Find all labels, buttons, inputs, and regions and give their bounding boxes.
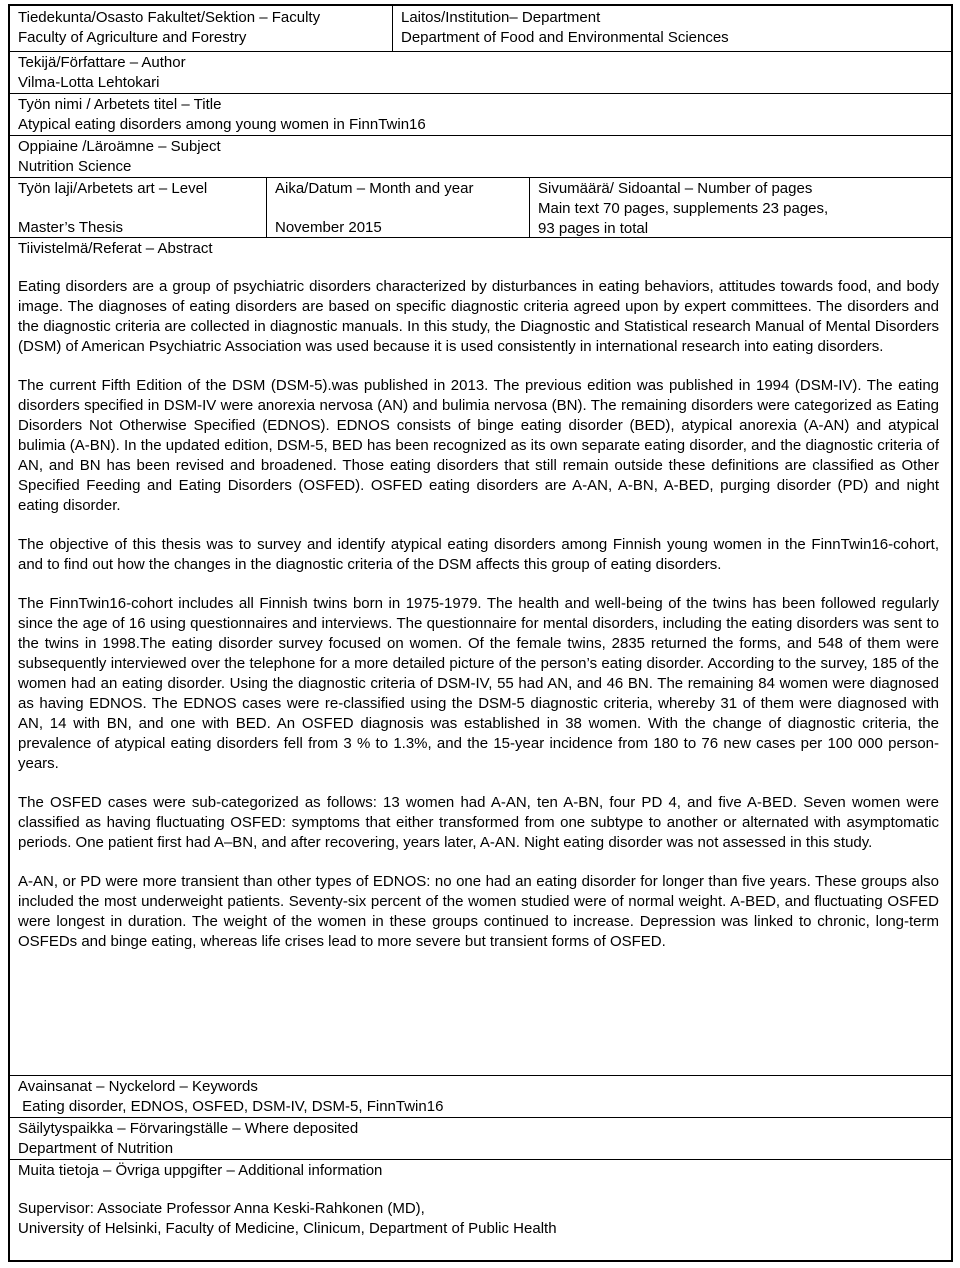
additional-label: Muita tietoja – Övriga uppgifter – Additional information	[18, 1162, 383, 1179]
date-value: November 2015	[275, 219, 382, 236]
level-date-pages-row	[10, 177, 951, 238]
author-cell	[10, 51, 951, 93]
abstract-row	[10, 237, 951, 1076]
abstract-paragraph-3: The objective of this thesis was to survey and identify atypical eating disorders among Finnish young women in the FinnTwin16-cohort, and to find out how the changes in the diagnostic criteria of the DSM affects this group of eating disorders.	[18, 536, 939, 573]
author-row	[10, 51, 951, 94]
abstract-label: Tiivistelmä/Referat – Abstract	[18, 240, 213, 257]
subject-row	[10, 135, 951, 178]
faculty-department-row	[10, 6, 951, 52]
date-label: Aika/Datum – Month and year	[275, 180, 474, 197]
department-label: Laitos/Institution– Department	[401, 9, 601, 26]
subject-cell	[10, 135, 951, 177]
abstract-paragraph-1: Eating disorders are a group of psychiatric disorders characterized by disturbances in eating behaviors, attitudes towards food, and body image. The diagnoses of eating disorders are based on specific diagnostic criteria agreed upon by expert committees. The disorders and the diagnostic criteria are collected in diagnostic manuals. In this study, the Diagnostic and Statistical research Manual of Mental Disorders (DSM) of American Psychiatric Association was used because it is used consistently in international research into eating disorders.	[18, 278, 939, 355]
abstract-paragraph-4: The FinnTwin16-cohort includes all Finnish twins born in 1975-1979. The health and well-being of the twins has been followed regularly since the age of 16 using questionnaires and interviews. The questionnaire for mental disorders, including the eating disorders was sent to the twins in 1998.The eating disorder survey focused on women. Of the female twins, 2835 returned the forms, and 548 of them were subsequently interviewed over the telephone for a more detailed picture of the person’s eating disorder. According to the survey, 185 of the women had an eating disorder. Using the diagnostic criteria of DSM-IV, 55 had AN, and 46 BN. The remaining 84 women were diagnosed as having EDNOS. The EDNOS cases were re-classified using the DSM-5 diagnostic criteria, whereby 31 of them were diagnosed with AN, 14 with BN, and one with BED. An OSFED diagnosis was established in 38 women. With the change of diagnostic criteria, the prevalence of atypical eating disorders fell from 3 % to 1.3%, and the 15-year incidence from 180 to 76 new cases per 100 000 person-years.	[18, 595, 939, 772]
keywords-cell	[10, 1075, 951, 1117]
deposited-row	[10, 1117, 951, 1160]
abstract-form	[8, 4, 953, 1262]
supervisor-line-2: University of Helsinki, Faculty of Medicine, Clinicum, Department of Public Health	[18, 1220, 557, 1237]
title-cell	[10, 93, 951, 135]
pages-value-1: Main text 70 pages, supplements 23 pages,	[538, 200, 829, 217]
title-value: Atypical eating disorders among young women in FinnTwin16	[18, 116, 426, 133]
pages-label: Sivumäärä/ Sidoantal – Number of pages	[538, 180, 813, 197]
abstract-paragraph-5: The OSFED cases were sub-categorized as follows: 13 women had A-AN, ten A-BN, four PD 4, and five A-BED. Seven women were classified as having fluctuating OSFED: symptoms that either transformed from one subtype to another or alternated with asymptomatic periods. One patient first had A–BN, and after recovering, years later, A-AN. Night eating disorder was not assessed in this study.	[18, 794, 939, 851]
faculty-value: Faculty of Agriculture and Forestry	[18, 29, 247, 46]
department-value: Department of Food and Environmental Sciences	[401, 29, 729, 46]
level-label: Työn laji/Arbetets art – Level	[18, 180, 208, 197]
pages-value-2: 93 pages in total	[538, 220, 649, 237]
deposited-label: Säilytyspaikka – Förvaringställe – Where deposited	[18, 1120, 359, 1137]
faculty-label: Tiedekunta/Osasto Fakultet/Sektion – Faculty	[18, 9, 321, 26]
pages-cell	[530, 177, 951, 237]
keywords-value: Eating disorder, EDNOS, OSFED, DSM-IV, DSM-5, FinnTwin16	[18, 1098, 444, 1115]
title-row	[10, 93, 951, 136]
faculty-cell	[10, 6, 393, 51]
author-label: Tekijä/Författare – Author	[18, 54, 186, 71]
deposited-cell	[10, 1117, 951, 1159]
abstract-paragraph-2: The current Fifth Edition of the DSM (DSM-5).was published in 2013. The previous edition was published in 1994 (DSM-IV). The eating disorders specified in DSM-IV were anorexia nervosa (AN) and bulimia nervosa (BN). The remaining disorders were categorized as Eating Disorders Not Otherwise Specified (EDNOS). EDNOS consists of binge eating disorder (BED), atypical anorexia (A-AN) and atypical bulimia (A-BN). In the updated edition, DSM-5, BED has been recognized as its own separate eating disorder, and the diagnostic criteria of AN, and BN has been revised and broadened. Those eating disorders that still remain outside these definitions are classified as Other Specified Feeding and Eating Disorders (OSFED). OSFED eating disorders are A-AN, A-BN, A-BED, purging disorder (PD) and night eating disorder.	[18, 377, 939, 514]
date-cell	[267, 177, 530, 237]
keywords-row	[10, 1075, 951, 1118]
subject-label: Oppiaine /Läroämne – Subject	[18, 138, 221, 155]
deposited-value: Department of Nutrition	[18, 1140, 174, 1157]
department-cell	[393, 6, 951, 51]
abstract-body	[18, 277, 939, 971]
keywords-label: Avainsanat – Nyckelord – Keywords	[18, 1078, 258, 1095]
supervisor-line-1: Supervisor: Associate Professor Anna Keski-Rahkonen (MD),	[18, 1200, 425, 1217]
abstract-paragraph-6: A-AN, or PD were more transient than other types of EDNOS: no one had an eating disorder for longer than five years. These groups also included the most underweight patients. Seventy-six percent of the women studied were of normal weight. A-BED, and fluctuating OSFED were longest in duration. The weight of the women in these groups continued to increase. Depression was linked to chronic, long-term OSFEDs and binge eating, whereas life crises lead to more severe but transient forms of OSFED.	[18, 873, 939, 950]
subject-value: Nutrition Science	[18, 158, 132, 175]
level-value: Master’s Thesis	[18, 219, 124, 236]
additional-info-section	[10, 1159, 951, 1260]
title-label: Työn nimi / Arbetets titel – Title	[18, 96, 222, 113]
author-value: Vilma-Lotta Lehtokari	[18, 74, 160, 91]
level-cell	[10, 177, 267, 237]
